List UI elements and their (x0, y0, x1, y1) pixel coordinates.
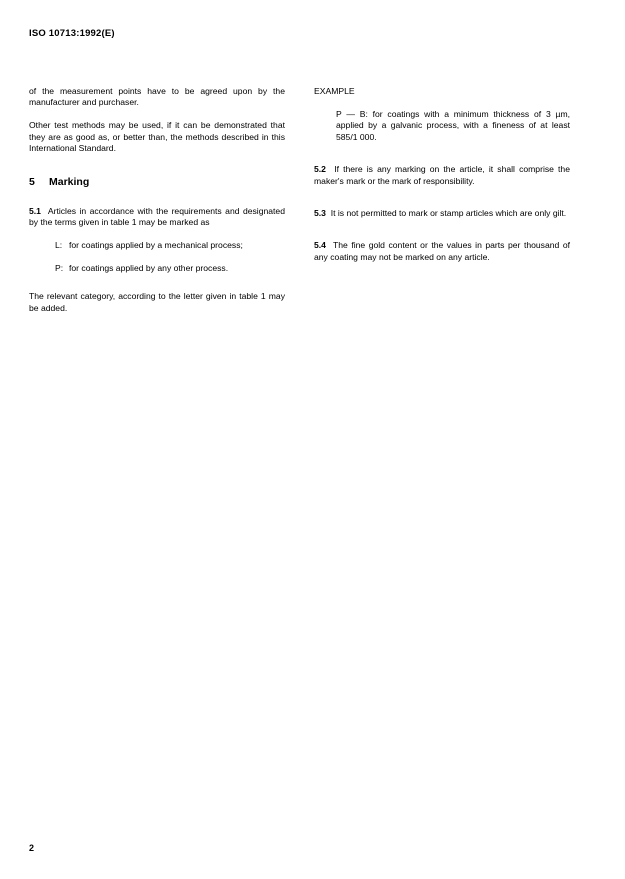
clause-5-2-number: 5.2 (314, 164, 326, 175)
clause-5-4-number: 5.4 (314, 240, 326, 251)
designation-value-l: for coatings applied by a mechanical process; (69, 239, 243, 250)
designation-key-p: P: (55, 262, 64, 273)
clause-5-3-paragraph (314, 208, 570, 219)
clause-5-2-paragraph (314, 164, 570, 187)
clause-5-title: Marking (49, 175, 90, 188)
designation-list (29, 240, 285, 274)
list-item (29, 263, 285, 274)
clause-5-1-paragraph (29, 206, 285, 229)
two-column-body (29, 86, 570, 314)
clause-5-block (29, 176, 285, 189)
clause-5-2-text: If there is any marking on the article, it shall comprise the maker's mark or the mark of responsibility. (314, 164, 570, 186)
running-header-standard-reference: ISO 10713:1992(E) (29, 28, 115, 39)
clause-5-1-text: Articles in accordance with the requirements and designated by the terms given in table 1 may be marked as (29, 205, 285, 227)
list-item (29, 240, 285, 251)
other-test-methods-paragraph: Other test methods may be used, if it can be demonstrated that they are as good as, or better than, the methods described in this International Standard. (29, 120, 285, 154)
clause-5-4-paragraph (314, 240, 570, 263)
clause-5-4-text: The fine gold content or the values in parts per thousand of any coating may not be marked on any article. (314, 240, 570, 262)
designation-value-p: for coatings applied by any other process. (69, 262, 229, 273)
designation-key-l: L: (55, 239, 63, 250)
clause-5-number: 5 (29, 175, 35, 188)
example-label: EXAMPLE (314, 86, 355, 96)
example-text: P — B: for coatings with a minimum thickness of 3 µm, applied by a galvanic process, with a fineness of at least 585/1 000. (336, 108, 570, 142)
relevant-category-paragraph: The relevant category, according to the letter given in table 1 may be added. (29, 291, 285, 313)
left-column (29, 86, 285, 314)
page-number: 2 (29, 843, 35, 853)
continued-paragraph: of the measurement points have to be agreed upon by the manufacturer and purchaser. (29, 86, 285, 108)
clause-5-heading (29, 176, 285, 189)
right-column (314, 86, 570, 314)
clause-5-1-number: 5.1 (29, 205, 41, 216)
clause-5-3-text: It is not permitted to mark or stamp articles which are only gilt. (330, 207, 567, 218)
clause-5-3-number: 5.3 (314, 207, 326, 218)
